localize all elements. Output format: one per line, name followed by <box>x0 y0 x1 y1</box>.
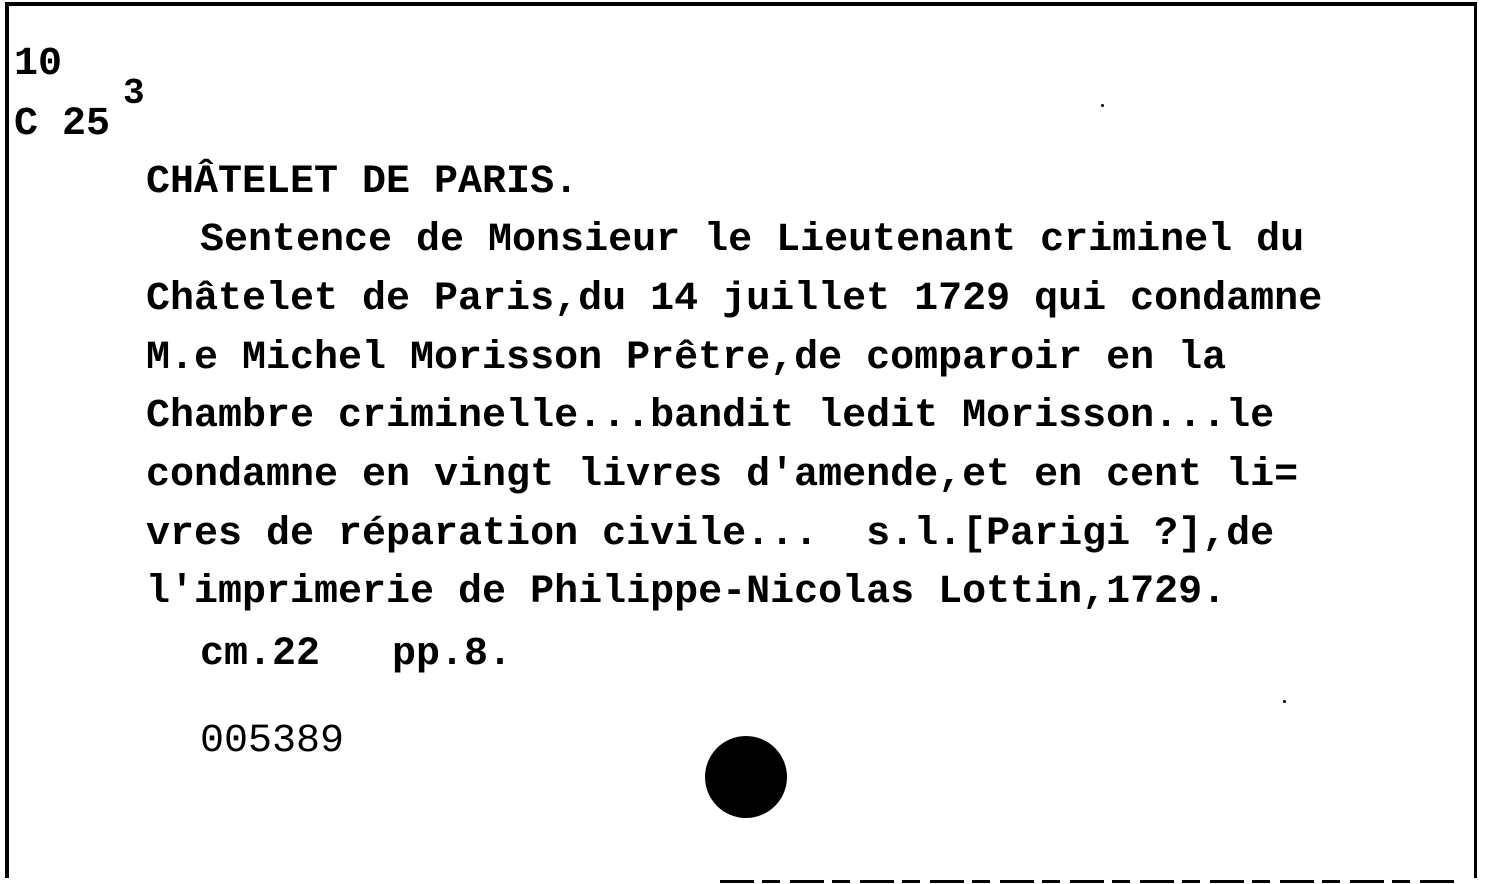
body-line-5: condamne en vingt livres d'amende,et en cent li= <box>146 453 1299 498</box>
body-line-2: Châtelet de Paris,du 14 juillet 1729 qui condamne <box>146 277 1323 322</box>
body-line-4: Chambre criminelle...bandit ledit Morisson...le <box>146 394 1275 439</box>
body-line-3: M.e Michel Morisson Prêtre,de comparoir en la <box>146 336 1227 381</box>
card-bottom-edge <box>720 880 1460 883</box>
speck <box>1283 700 1286 703</box>
physical-description: cm.22 pp.8. <box>200 632 513 677</box>
shelf-mark-line-2: C 25 <box>14 102 111 147</box>
body-line-1: Sentence de Monsieur le Lieutenant criminel du <box>200 218 1305 263</box>
shelf-mark-line-1: 10 <box>14 42 63 87</box>
card-number: 005389 <box>200 719 345 764</box>
body-line-6: vres de réparation civile... s.l.[Parigi ?],de <box>146 512 1275 557</box>
punch-hole <box>705 736 787 818</box>
shelf-mark-superscript: 3 <box>123 73 145 114</box>
body-line-7: l'imprimerie de Philippe-Nicolas Lottin,1729. <box>146 570 1227 615</box>
speck <box>1101 104 1104 107</box>
heading: CHÂTELET DE PARIS. <box>146 160 579 205</box>
